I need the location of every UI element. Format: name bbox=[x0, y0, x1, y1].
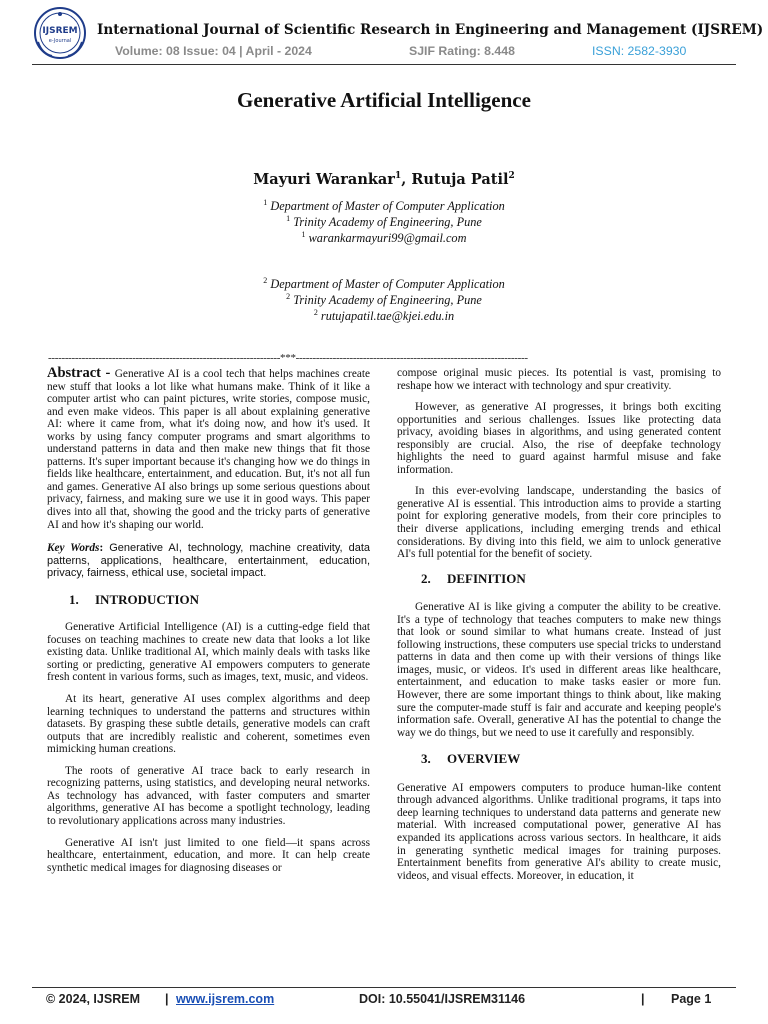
aff-text: Trinity Academy of Engineering, Pune bbox=[290, 293, 482, 308]
abstract bbox=[47, 367, 370, 531]
keywords bbox=[47, 542, 370, 580]
section-title: DEFINITION bbox=[447, 570, 526, 586]
aff-text[interactable]: rutujapatil.tae@kjei.edu.in bbox=[317, 309, 455, 324]
paragraph: Generative AI empowers computers to produce human-like content through advanced algorithms. Unlike traditional programs, it taps into deep learning techniques to understand data patterns and generate new material. With increased computational power, generative AI has expanded its applications across various sectors. In healthcare, it aids in generating synthetic medical images for training purposes. Entertainment benefits from generative AI's ability to create music, videos, and visual effects. Moreover, in education, it bbox=[397, 781, 721, 882]
aff-sup: 2 bbox=[313, 308, 318, 317]
paragraph: At its heart, generative AI uses complex algorithms and deep learning techniques to understand the patterns and structures within datasets. By grasping these subtle details, generative models can craft outputs that are incredibly realistic and coherent, sometimes even mimicking human creations. bbox=[47, 693, 370, 756]
footer-doi: DOI: 10.55041/IJSREM31146 bbox=[359, 992, 526, 1006]
affiliation-email[interactable] bbox=[0, 230, 768, 246]
aff-text[interactable]: warankarmayuri99@gmail.com bbox=[305, 231, 467, 246]
ijsrem-logo bbox=[32, 6, 88, 60]
author-line bbox=[0, 171, 768, 188]
paragraph: Generative AI is like giving a computer the ability to be creative. It's a type of technology that teaches computers to make new things that look or sound similar to what humans create. Instead of just following instructions, these computers use special tricks to understand patterns in data and then come up with their versions of things like images, music, or videos. It's used in different areas like healthcare, entertainment, and education to make tasks easier or more fun. However, there are some important things to think about, like making sure the computer-made stuff is fair and accurate and keeping people's information safe. Overall, generative AI has the potential to change the way we do things, but we need to use it carefully and responsibly. bbox=[397, 601, 721, 739]
section-number: 1. bbox=[69, 591, 79, 607]
section-heading-definition bbox=[397, 570, 721, 586]
paragraph: In this ever-evolving landscape, understanding the basics of generative AI is essential. This introduction aims to provide a starting point for exploring generative models, from their core principles to their diverse applications, including emerging trends and ethical considerations. By diving into this field, we aim to unlock generative AI's full potential for the benefit of society. bbox=[397, 485, 721, 561]
issn: ISSN: 2582-3930 bbox=[592, 44, 687, 58]
affiliation-email[interactable] bbox=[0, 308, 768, 324]
footer-separator: | bbox=[165, 992, 169, 1006]
paper-title: Generative Artificial Intelligence bbox=[237, 88, 531, 112]
logo-text: IJSREM bbox=[42, 26, 78, 36]
volume-issue: Volume: 08 Issue: 04 | April - 2024 bbox=[115, 44, 312, 58]
affiliation-line bbox=[0, 292, 768, 308]
section-number: 3. bbox=[421, 751, 431, 767]
footer-copyright: © 2024, IJSREM bbox=[46, 992, 140, 1006]
aff-sup: 1 bbox=[286, 214, 291, 223]
paragraph: Generative Artificial Intelligence (AI) is a cutting-edge field that focuses on teaching machines to create new data that looks a lot like existing data. Unlike traditional AI, which mainly deals with tasks like sorting or predicting, generative AI empowers computers to generate fresh content in various forms, such as images, text, music, and videos. bbox=[47, 621, 370, 684]
affiliation-line bbox=[0, 214, 768, 230]
left-column bbox=[47, 367, 370, 874]
paragraph: compose original music pieces. Its potential is vast, promising to reshape how we interact with technology and spur creativity. bbox=[397, 367, 721, 392]
section-heading-introduction bbox=[47, 591, 370, 607]
section-separator: ---------------------------------------------------------------------***--------------------------------------------------------------------- bbox=[48, 352, 528, 364]
aff-sup: 2 bbox=[286, 292, 291, 301]
paragraph: However, as generative AI progresses, it brings both exciting opportunities and serious challenges. Issues like protecting data privacy, avoiding biases in algorithms, and using generated content responsibly are crucial. Also, the rise of deepfake technology highlights the need to guard against harmful misuse and fake information. bbox=[397, 401, 721, 476]
journal-name: International Journal of Scientific Research in Engineering and Management (IJSREM) bbox=[97, 22, 764, 38]
keywords-label: Key Words bbox=[47, 542, 100, 555]
logo-subtext: e-Journal bbox=[48, 38, 72, 44]
header-rule bbox=[32, 64, 736, 65]
aff-text: Trinity Academy of Engineering, Pune bbox=[290, 215, 482, 230]
section-title: INTRODUCTION bbox=[95, 591, 200, 607]
keywords-colon: : bbox=[99, 542, 104, 555]
keywords-text: Generative AI, technology, machine creativity, data patterns, applications, healthcare, entertainment, education, privacy, fairness, ethical use, societal impact. bbox=[47, 542, 370, 580]
aff-text: Department of Master of Computer Application bbox=[267, 199, 505, 214]
aff-text: Department of Master of Computer Application bbox=[267, 277, 505, 292]
journal-header bbox=[0, 0, 768, 64]
aff-sup: 2 bbox=[263, 276, 268, 285]
footer-website[interactable] bbox=[176, 992, 274, 1006]
paragraph: Generative AI isn't just limited to one field—it spans across healthcare, entertainment, education, and more. It can help create synthetic medical images for diagnosing diseases or bbox=[47, 836, 370, 874]
sjif-rating: SJIF Rating: 8.448 bbox=[409, 44, 515, 58]
author-separator: , bbox=[401, 171, 412, 188]
section-title: OVERVIEW bbox=[447, 751, 521, 767]
author-2: Rutuja Patil bbox=[411, 171, 509, 188]
paragraph: The roots of generative AI trace back to early research in recognizing patterns, using statistics, and developing neural networks. As technology has advanced, with faster computers and smarter algorithms, generative AI has become a spotlight technology, leading to revolutionary applications across many industries. bbox=[47, 764, 370, 827]
section-heading-overview bbox=[397, 753, 721, 766]
footer-separator: | bbox=[641, 992, 645, 1006]
aff-sup: 1 bbox=[263, 198, 268, 207]
aff-sup: 1 bbox=[301, 230, 306, 239]
author-2-sup: 2 bbox=[508, 171, 515, 182]
section-number: 2. bbox=[421, 570, 431, 586]
affiliation-line bbox=[0, 198, 768, 214]
website-link[interactable]: www.ijsrem.com bbox=[176, 992, 275, 1006]
right-column bbox=[397, 367, 721, 882]
abstract-label: Abstract - bbox=[47, 365, 115, 381]
footer-page-number: Page 1 bbox=[671, 992, 712, 1006]
abstract-text: Generative AI is a cool tech that helps machines create new stuff that looks a lot like what humans make. Think of it like a computer artist who can paint pictures, write stories, compose music, and even make videos. This paper is all about explaining generative AI: where it came from, what it's doing now, and how it's used. It works by using fancy computer programs and smart algorithms to understand patterns in data and then make new things that fit those patterns. It's super important because it's changing how we do things in fields like healthcare, entertainment, and education. But, it's not all fun and games. Generative AI also brings up some serious questions about privacy, fairness, and making sure we use it in good ways. This paper dives into all that, showing the good and the tricky parts of generative AI and how it's shaping our world. bbox=[47, 368, 370, 531]
author-1-sup: 1 bbox=[394, 171, 402, 182]
footer-rule bbox=[32, 987, 736, 988]
affiliation-line bbox=[0, 276, 768, 292]
author-1: Mayuri Warankar bbox=[253, 171, 395, 188]
